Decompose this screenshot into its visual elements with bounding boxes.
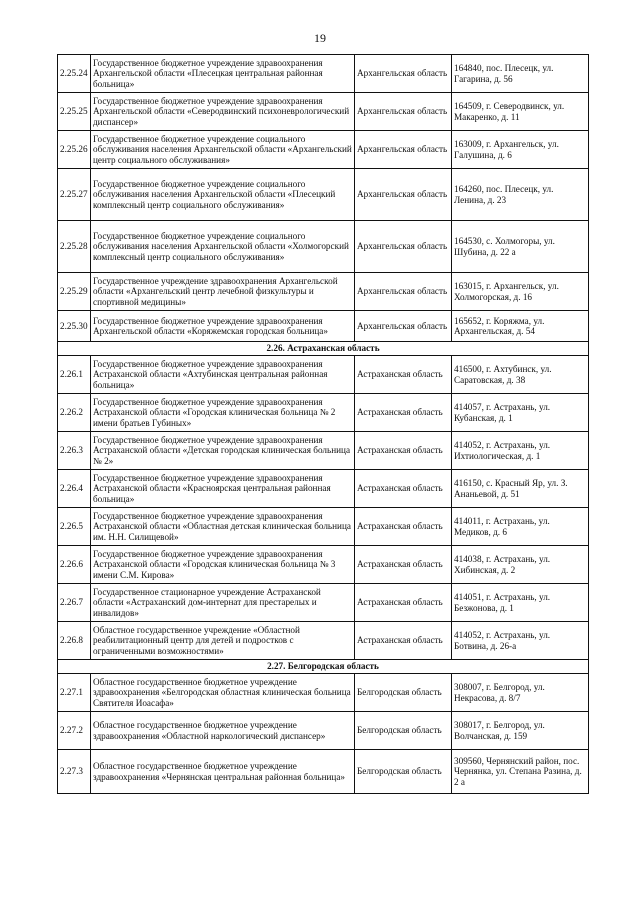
table-row [58,273,589,311]
institution-address: 164260, пос. Плесецк, ул. Ленина, д. 23 [452,169,589,221]
section-header-row [58,660,589,674]
table-row [58,712,589,750]
table-row [58,470,589,508]
table-row [58,546,589,584]
institution-name: Государственное бюджетное учреждение здравоохранения Астраханской области «Детская городская клиническая больница № 2» [91,432,355,470]
row-number: 2.25.27 [58,169,91,221]
row-number: 2.26.4 [58,470,91,508]
region-name: Астраханская область [355,394,452,432]
row-number: 2.25.24 [58,55,91,93]
region-name: Астраханская область [355,584,452,622]
region-name: Астраханская область [355,622,452,660]
region-name: Астраханская область [355,546,452,584]
institution-name: Государственное бюджетное учреждение здравоохранения Астраханской области «Городская клиническая больница № 2 имени братьев Губиных» [91,394,355,432]
institution-address: 416500, г. Ахтубинск, ул. Саратовская, д. 38 [452,356,589,394]
row-number: 2.25.30 [58,311,91,342]
table-row [58,55,589,93]
row-number: 2.25.26 [58,131,91,169]
page-number: 19 [314,31,326,45]
institution-address: 165652, г. Коряжма, ул. Архангельская, д. 54 [452,311,589,342]
institution-name: Государственное бюджетное учреждение социального обслуживания населения Архангельской области «Архангельский центр социального обслуживания» [91,131,355,169]
institution-name: Государственное бюджетное учреждение здравоохранения Астраханской области «Красноярская центральная районная больница» [91,470,355,508]
institution-address: 308007, г. Белгород, ул. Некрасова, д. 8/7 [452,674,589,712]
region-name: Архангельская область [355,221,452,273]
region-name: Астраханская область [355,508,452,546]
row-number: 2.25.25 [58,93,91,131]
institution-name: Областное государственное бюджетное учреждение здравоохранения «Областной наркологический диспансер» [91,712,355,750]
row-number: 2.26.7 [58,584,91,622]
region-name: Архангельская область [355,131,452,169]
region-name: Астраханская область [355,432,452,470]
institution-name: Областное государственное бюджетное учреждение здравоохранения «Чернянская центральная районная больница» [91,750,355,794]
section-title: 2.27. Белгородская область [58,660,589,674]
table-row [58,311,589,342]
institution-address: 416150, с. Красный Яр, ул. З. Ананьевой, д. 51 [452,470,589,508]
institution-address: 414051, г. Астрахань, ул. Безжонова, д. 1 [452,584,589,622]
region-name: Архангельская область [355,55,452,93]
region-name: Архангельская область [355,311,452,342]
region-name: Белгородская область [355,674,452,712]
row-number: 2.26.8 [58,622,91,660]
table-row [58,674,589,712]
institution-address: 163015, г. Архангельск, ул. Холмогорская, д. 16 [452,273,589,311]
row-number: 2.25.29 [58,273,91,311]
institution-address: 164509, г. Северодвинск, ул. Макаренко, д. 11 [452,93,589,131]
table-row [58,93,589,131]
institution-address: 414038, г. Астрахань, ул. Хибинская, д. 2 [452,546,589,584]
row-number: 2.26.2 [58,394,91,432]
region-name: Белгородская область [355,750,452,794]
row-number: 2.26.5 [58,508,91,546]
region-name: Астраханская область [355,356,452,394]
institution-name: Областное государственное учреждение «Областной реабилитационный центр для детей и подростков с ограниченными возможностями» [91,622,355,660]
institution-name: Государственное бюджетное учреждение здравоохранения Астраханской области «Городская клиническая больница № 3 имени С.М. Кирова» [91,546,355,584]
region-name: Архангельская область [355,93,452,131]
table-row [58,356,589,394]
institutions-table-body [58,55,589,794]
row-number: 2.26.3 [58,432,91,470]
table-row [58,221,589,273]
institution-address: 414052, г. Астрахань, ул. Ботвина, д. 26-а [452,622,589,660]
institution-address: 414011, г. Астрахань, ул. Медиков, д. 6 [452,508,589,546]
institution-name: Областное государственное бюджетное учреждение здравоохранения «Белгородская областная клиническая больница Святителя Иоасафа» [91,674,355,712]
region-name: Архангельская область [355,169,452,221]
institution-name: Государственное стационарное учреждение Астраханской области «Астраханский дом-интернат для престарелых и инвалидов» [91,584,355,622]
row-number: 2.27.2 [58,712,91,750]
institution-address: 164840, пос. Плесецк, ул. Гагарина, д. 56 [452,55,589,93]
institution-name: Государственное бюджетное учреждение здравоохранения Архангельской области «Коряжемская городская больница» [91,311,355,342]
institution-name: Государственное учреждение здравоохранения Архангельской области «Архангельский центр лечебной физкультуры и спортивной медицины» [91,273,355,311]
region-name: Астраханская область [355,470,452,508]
table-row [58,394,589,432]
section-title: 2.26. Астраханская область [58,342,589,356]
table-row [58,622,589,660]
table-row [58,750,589,794]
row-number: 2.25.28 [58,221,91,273]
region-name: Архангельская область [355,273,452,311]
table-row [58,584,589,622]
row-number: 2.27.3 [58,750,91,794]
section-header-row [58,342,589,356]
institution-name: Государственное бюджетное учреждение здравоохранения Архангельской области «Северодвинский психоневрологический диспансер» [91,93,355,131]
institution-name: Государственное бюджетное учреждение социального обслуживания населения Архангельской области «Плесецкий комплексный центр социального обслуживания» [91,169,355,221]
institution-address: 164530, с. Холмогоры, ул. Шубина, д. 22 а [452,221,589,273]
table-row [58,432,589,470]
institution-address: 309560, Чернянский район, пос. Чернянка, ул. Степана Разина, д. 2 а [452,750,589,794]
institution-name: Государственное бюджетное учреждение здравоохранения Архангельской области «Плесецкая центральная районная больница» [91,55,355,93]
institution-name: Государственное бюджетное учреждение социального обслуживания населения Архангельской области «Холмогорский комплексный центр социального обслуживания» [91,221,355,273]
institution-address: 163009, г. Архангельск, ул. Галушина, д. 6 [452,131,589,169]
institutions-table [57,54,589,794]
row-number: 2.27.1 [58,674,91,712]
institution-name: Государственное бюджетное учреждение здравоохранения Астраханской области «Ахтубинская центральная районная больница» [91,356,355,394]
table-row [58,508,589,546]
institution-name: Государственное бюджетное учреждение здравоохранения Астраханской области «Областная детская клиническая больница им. Н.Н. Силищевой» [91,508,355,546]
region-name: Белгородская область [355,712,452,750]
row-number: 2.26.1 [58,356,91,394]
institution-address: 414057, г. Астрахань, ул. Кубанская, д. 1 [452,394,589,432]
institution-address: 414052, г. Астрахань, ул. Ихтиологическая, д. 1 [452,432,589,470]
table-row [58,169,589,221]
institution-address: 308017, г. Белгород, ул. Волчанская, д. 159 [452,712,589,750]
row-number: 2.26.6 [58,546,91,584]
table-row [58,131,589,169]
